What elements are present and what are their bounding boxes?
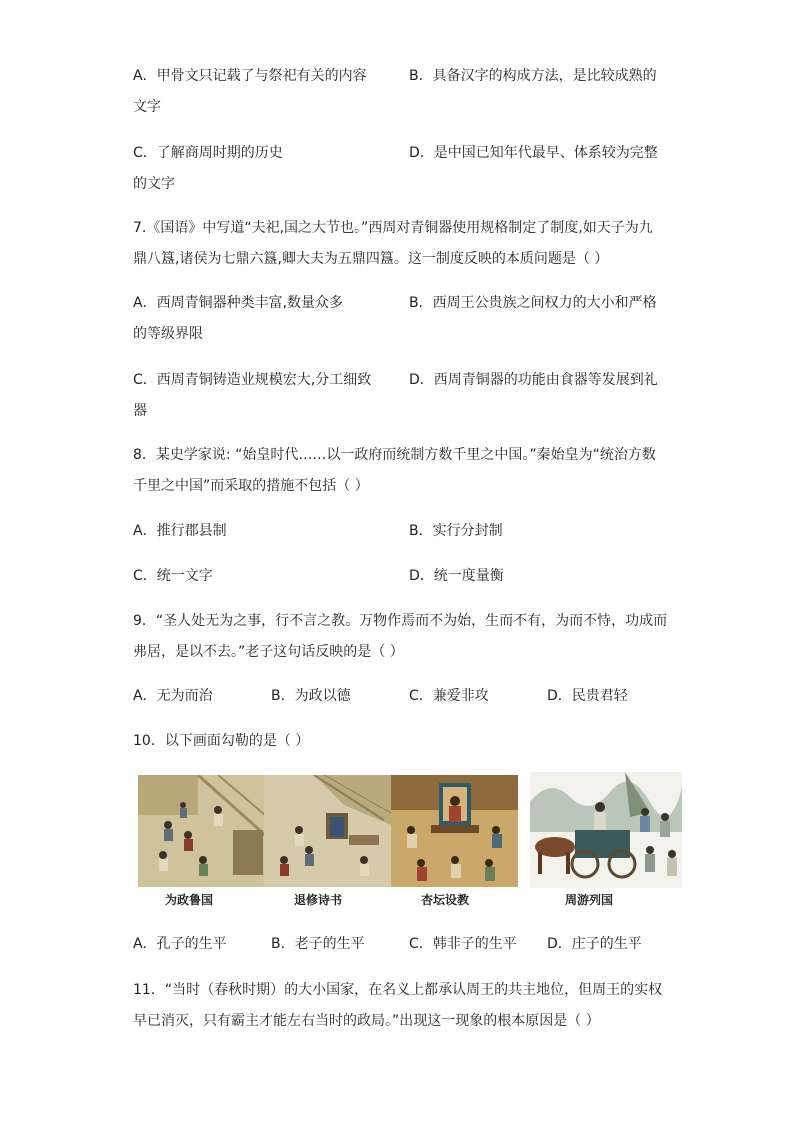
q9-option-c: C．兼爱非攻 bbox=[409, 688, 489, 704]
q6-option-b: B．具备汉字的构成方法，是比较成熟的 bbox=[409, 68, 657, 84]
q8-option-b: B．实行分封制 bbox=[409, 523, 503, 539]
painting-governing-lu bbox=[138, 775, 265, 887]
q6-option-c: C．了解商周时期的历史 bbox=[133, 145, 283, 161]
q8-stem: 8．某史学家说: “始皇时代……以一政府而统制方数千里之中国。”秦始皇为“统治方数 bbox=[133, 447, 656, 463]
q7-option-d: D．西周青铜器的功能由食器等发展到礼 bbox=[409, 372, 658, 388]
q10-option-c: C．韩非子的生平 bbox=[409, 936, 517, 952]
q6-option-d-wrap: 的文字 bbox=[133, 176, 175, 192]
q7-option-b-wrap: 的等级界限 bbox=[133, 326, 203, 342]
q8-option-c: C．统一文字 bbox=[133, 568, 213, 584]
q7-option-a: A．西周青铜器种类丰富,数量众多 bbox=[133, 295, 344, 311]
q9-stem-wrap: 弗居，是以不去。”老子这句话反映的是（ ） bbox=[133, 644, 404, 660]
q6-option-b-wrap: 文字 bbox=[133, 99, 161, 115]
q6-option-a: A．甲骨文只记载了与祭祀有关的内容 bbox=[133, 68, 367, 84]
painting-touring-states bbox=[530, 772, 682, 888]
q10-stem: 10．以下画面勾勒的是（ ） bbox=[133, 733, 310, 749]
q9-option-a: A．无为而治 bbox=[133, 688, 213, 704]
q11-stem: 11．“当时（春秋时期）的大小国家，在名义上都承认周王的共主地位，但周王的实权 bbox=[133, 982, 663, 998]
q10-option-a: A．孔子的生平 bbox=[133, 936, 227, 952]
q6-option-d: D．是中国已知年代最早、体系较为完整 bbox=[409, 145, 658, 161]
caption-painting-2: 退修诗书 bbox=[294, 893, 343, 907]
q7-option-b: B．西周王公贵族之间权力的大小和严格 bbox=[409, 295, 657, 311]
q7-stem: 7.《国语》中写道“夫祀,国之大节也。”西周对青铜器使用规格制定了制度,如天子为九 bbox=[133, 220, 653, 236]
q9-option-d: D．民贵君轻 bbox=[547, 688, 628, 704]
q9-stem: 9．“圣人处无为之事，行不言之教。万物作焉而不为始，生而不有，为而不恃，功成而 bbox=[133, 613, 668, 629]
q10-option-d: D．庄子的生平 bbox=[547, 936, 642, 952]
painting-apricot-altar bbox=[391, 775, 518, 887]
q10-option-b: B．老子的生平 bbox=[271, 936, 365, 952]
q8-option-a: A．推行郡县制 bbox=[133, 523, 227, 539]
q11-stem-wrap: 早已消灭，只有霸主才能左右当时的政局。”出现这一现象的根本原因是（ ） bbox=[133, 1013, 600, 1029]
q7-option-d-wrap: 器 bbox=[133, 403, 147, 419]
q8-stem-wrap: 千里之中国”而采取的措施不包括（ ） bbox=[133, 478, 369, 494]
caption-painting-3: 杏坛设教 bbox=[421, 893, 470, 907]
q9-option-b: B．为政以德 bbox=[271, 688, 351, 704]
q8-option-d: D．统一度量衡 bbox=[409, 568, 504, 584]
caption-painting-4: 周游列国 bbox=[565, 893, 614, 907]
caption-painting-1: 为政鲁国 bbox=[165, 893, 214, 907]
q7-stem-wrap: 鼎八簋,诸侯为七鼎六簋,卿大夫为五鼎四簋。这一制度反映的本质问题是（ ） bbox=[133, 251, 609, 267]
q7-option-c: C．西周青铜铸造业规模宏大,分工细致 bbox=[133, 372, 372, 388]
painting-retreat-poetry bbox=[264, 775, 391, 887]
